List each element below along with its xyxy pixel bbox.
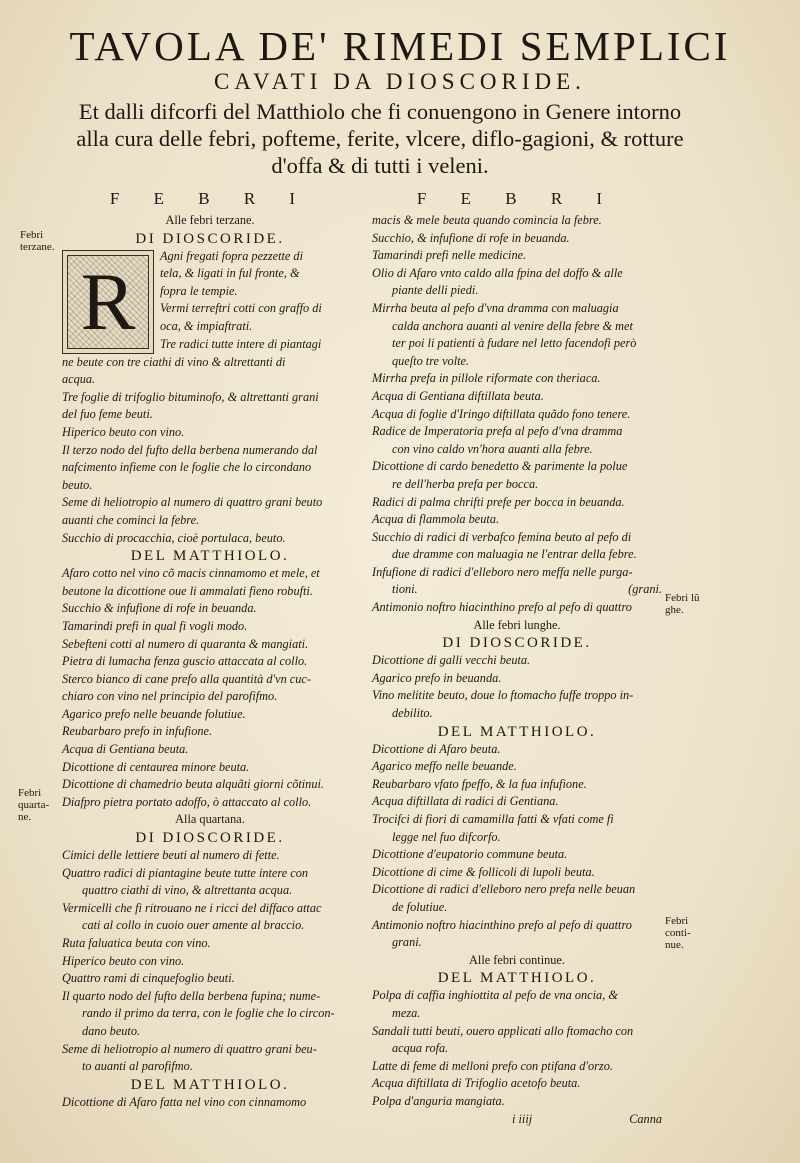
page-title: TAVOLA DE' RIMEDI SEMPLICI [69, 23, 731, 69]
text-line: Acqua diftillata di radici di Gentiana. [372, 794, 559, 809]
text-line: Cimici delle lettiere beuti al numero di fette. [62, 848, 280, 863]
text-line: Polpa d'anguria mangiata. [372, 1093, 505, 1108]
text-line: Pietra di lumacha fenza guscio attaccata al collo. [62, 654, 308, 669]
page-footer [372, 1111, 662, 1129]
section-heading: DEL MATTHIOLO. [130, 548, 290, 565]
text-line: Quattro rami di cinquefoglio beuti. [62, 971, 235, 986]
text-line: cati al collo in cuoio ouer amente al braccio. [82, 918, 305, 933]
text-line: auanti che cominci la febre. [62, 512, 200, 527]
remedy-list [62, 565, 358, 811]
text-line: Antimonio noftro hiacinthino prefo al pefo di quattro [372, 600, 632, 615]
text-line: calda anchora auanti al venire della febre & met [392, 318, 633, 333]
catchword: Canna [629, 1111, 662, 1126]
text-line: Dicottione di radici d'elleboro nero prefa nelle beuan [372, 882, 636, 897]
text-line: Acqua di flammola beuta. [372, 512, 500, 527]
section-heading: DEL MATTHIOLO. [437, 970, 597, 987]
text-line: Acqua di Gentiana beuta. [62, 742, 189, 757]
text-line: ter poi li patienti à fudare nel letto facendofi però [392, 336, 637, 351]
right-column [372, 186, 662, 1128]
text-line: Polpa di caffia inghiottita al pefo de vna oncia, & [372, 988, 618, 1003]
text-line: re dell'herba prefa per bocca. [392, 476, 539, 491]
text-line: Sandali tutti beuti, ouero applicati allo ftomacho con [372, 1023, 634, 1038]
text-line: Dicottione di centaurea minore beuta. [62, 759, 250, 774]
text-line: Succhio, & infufione di rofe in beuanda. [372, 230, 570, 245]
text-line: Latte di feme di melloni prefo con ptifana d'orzo. [372, 1058, 613, 1073]
remedy-list [62, 1094, 358, 1112]
remedy-list [372, 741, 662, 952]
text-line: meza. [392, 1005, 421, 1020]
text-line: con vino caldo vn'hora auanti alla febre. [392, 441, 593, 456]
text-line: to auanti al parofifmo. [82, 1059, 193, 1074]
text-line: Agni fregati fopra pezzette di [160, 248, 303, 263]
text-line: Seme di heliotropio al numero di quattro grani beuto [62, 495, 323, 510]
text-line: quattro ciathi di vino, & altrettanta acqua. [82, 883, 293, 898]
text-line: Hiperico beuto con vino. [62, 953, 185, 968]
subheading: Alla quartana. [175, 812, 245, 827]
text-line: macis & mele beuta quando comincia la febre. [372, 213, 602, 227]
dropcap-initial: R [62, 250, 154, 354]
text-line: rando il primo da terra, con le foglie che lo circon- [82, 1006, 335, 1021]
remedy-list [372, 987, 662, 1110]
text-line: Seme di heliotropio al numero di quattro grani beu- [62, 1041, 317, 1056]
subheading: Alle febri lunghe. [473, 617, 561, 632]
text-line: Dicottione di chamedrio beuta alquãti giorni cõtinui. [62, 777, 324, 792]
text-line: grani. [392, 935, 422, 950]
text-line: Agarico meffo nelle beuande. [372, 759, 517, 774]
page-subtitle: CAVATI DA DIOSCORIDE. [214, 69, 586, 94]
text-line: Il terzo nodo del fufto della berbena numerando dal [62, 442, 318, 457]
text-line: Antimonio noftro hiacinthino prefo al pefo di quattro [372, 917, 632, 932]
remedy-list [372, 652, 662, 722]
text-line: acqua. [62, 372, 96, 387]
text-line: beuto. [62, 477, 93, 492]
text-line: Dicottione di Afaro fatta nel vino con cinnamomo [62, 1094, 307, 1109]
text-line: Vino melitite beuto, doue lo ftomacho fuffe troppo in- [372, 688, 634, 703]
text-line: Mirrha prefa in pillole riformate con theriaca. [372, 371, 601, 386]
text-line: Acqua di foglie d'Iringo diftillata quãdo fono tenere. [372, 406, 631, 421]
text-line: Tre foglie di trifoglio bituminofo, & altrettanti grani [62, 389, 319, 404]
text-line: Radice de Imperatoria prefa al pefo d'vna dramma [372, 424, 623, 439]
text-line: Dicottione di cime & follicoli di lupoli beuta. [372, 864, 595, 879]
text-line: Succhio di procacchia, cioè portulaca, beuto. [62, 530, 286, 545]
text-line: Acqua diftillata di Trifoglio acetofo beuta. [372, 1076, 581, 1091]
text-line: Tamarindi prefi in qual fi vogli modo. [62, 618, 248, 633]
text-line: fopra le tempie. [160, 283, 238, 298]
text-line: dano beuto. [82, 1023, 141, 1038]
text-line: Sterco bianco di cane prefo alla quantità d'vn cuc- [62, 671, 311, 686]
margin-note-terzane: Febri terzane. [20, 229, 55, 253]
text-line: Dicottione di cardo benedetto & parimente la polue [372, 459, 628, 474]
text-line: debilito. [392, 706, 433, 721]
text-line: Hiperico beuto con vino. [62, 424, 185, 439]
section-heading: DI DIOSCORIDE. [135, 230, 285, 247]
left-column-header: F E B R I [109, 189, 311, 208]
text-line: Acqua di Gentiana diftillata beuta. [372, 388, 544, 403]
text-line: Dicottione di Afaro beuta. [372, 741, 501, 756]
subheading: Alle febri continue. [469, 952, 565, 967]
margin-note-quartane: Febri quarta-ne. [18, 787, 50, 823]
text-line: legge nel fuo difcorfo. [392, 829, 501, 844]
text-line: Mirrha beuta al pefo d'vna dramma con maluagia [372, 300, 619, 315]
text-line: Dicottione d'eupatorio commune beuta. [372, 847, 568, 862]
text-line: Trocifci di fiori di camamilla fatti & vfati come fi [372, 812, 614, 826]
text-line: chiaro con vino nel principio del parofifmo. [62, 689, 278, 704]
remedy-list [62, 354, 358, 548]
text-line-split [372, 581, 662, 599]
left-intro-line: Alle febri terzane. [165, 213, 255, 227]
remedy-list [372, 212, 662, 617]
text-fragment: (grani. [628, 582, 662, 597]
text-line: Agarico prefo in beuanda. [372, 670, 502, 685]
intro-paragraph: Et dalli difcorfi del Matthiolo che fi conuengono in Genere intorno alla cura delle febri, pofteme, ferite, vlcere, diflo-gagioni, & rotture d'offa & di tutti i veleni. [76, 99, 684, 178]
text-line: acqua rofa. [392, 1041, 449, 1056]
text-line: Dicottione di galli vecchi beuta. [372, 653, 531, 668]
text-line: Agarico prefo nelle beuande folutiue. [62, 706, 246, 721]
text-line: del fuo feme beuti. [62, 407, 153, 422]
text-line: Succhio di radici di verbafco femina beuto al pefo di [372, 529, 632, 544]
section-heading: DEL MATTHIOLO. [130, 1076, 290, 1093]
section-heading: DEL MATTHIOLO. [437, 723, 597, 740]
text-line: de folutiue. [392, 899, 448, 914]
text-line: ne beute con tre ciathi di vino & altrettanti di [62, 354, 286, 369]
text-line: Afaro cotto nel vino cõ macis cinnamomo et mele, et [62, 566, 320, 581]
text-line: due dramme con maluagia ne l'entrar della febre. [392, 547, 637, 562]
text-line: Infufione di radici d'elleboro nero meffa nelle purga- [372, 564, 633, 579]
text-line: Vermicelli che fi ritrouano ne i ricci del diffaco attac [62, 900, 322, 915]
text-line: Ruta faluatica beuta con vino. [62, 936, 211, 950]
text-line: queſto tre volte. [392, 353, 470, 368]
text-line: Succhio & infufione di rofe in beuanda. [62, 601, 257, 616]
text-line: oca, & impiaftrati. [160, 318, 253, 333]
text-line: Il quarto nodo del fufto della berbena fupina; nume- [62, 988, 321, 1003]
margin-note-continue: Febri conti-nue. [665, 915, 691, 951]
text-line: tela, & ligati in ful fronte, & [160, 266, 300, 281]
text-line: Sebefteni cotti al numero di quaranta & mangiati. [62, 636, 309, 651]
section-heading: DI DIOSCORIDE. [135, 830, 285, 847]
text-line: Tamarindi prefi nelle medicine. [372, 248, 527, 263]
text-line: Radici di palma chrifti prefe per bocca in beuanda. [372, 494, 625, 509]
text-line: Reubarbaro vfato fpeffo, & la fua infufione. [372, 776, 587, 791]
margin-note-lunghe: Febri lũ ghe. [665, 592, 700, 616]
section-heading: DI DIOSCORIDE. [442, 635, 592, 652]
text-fragment: tioni. [392, 582, 418, 597]
text-line: Vermi terreftri cotti con graffo di [160, 301, 322, 316]
text-line: Tre radici tutte intere di piantagi [160, 336, 322, 351]
text-line: Olio di Afaro vnto caldo alla fpina del doffo & alle [372, 265, 623, 280]
remedy-list [62, 847, 358, 1076]
text-line: beutone la dicottione oue li ammalati fieno robufti. [62, 583, 313, 598]
dropcap-block [62, 248, 358, 354]
left-column [62, 186, 358, 1111]
text-line: Reubarbaro prefo in infufione. [62, 724, 213, 739]
text-line: piante delli piedi. [392, 283, 479, 298]
right-column-header: F E B R I [416, 189, 618, 208]
text-line: Quattro radici di piantagine beute tutte intere con [62, 865, 309, 880]
text-line: Diafpro pietra portato adoffo, ò attaccato al collo. [62, 794, 312, 809]
signature-mark: i iiij [512, 1111, 533, 1126]
text-line: nafcimento infieme con le foglie che lo circondano [62, 460, 312, 475]
